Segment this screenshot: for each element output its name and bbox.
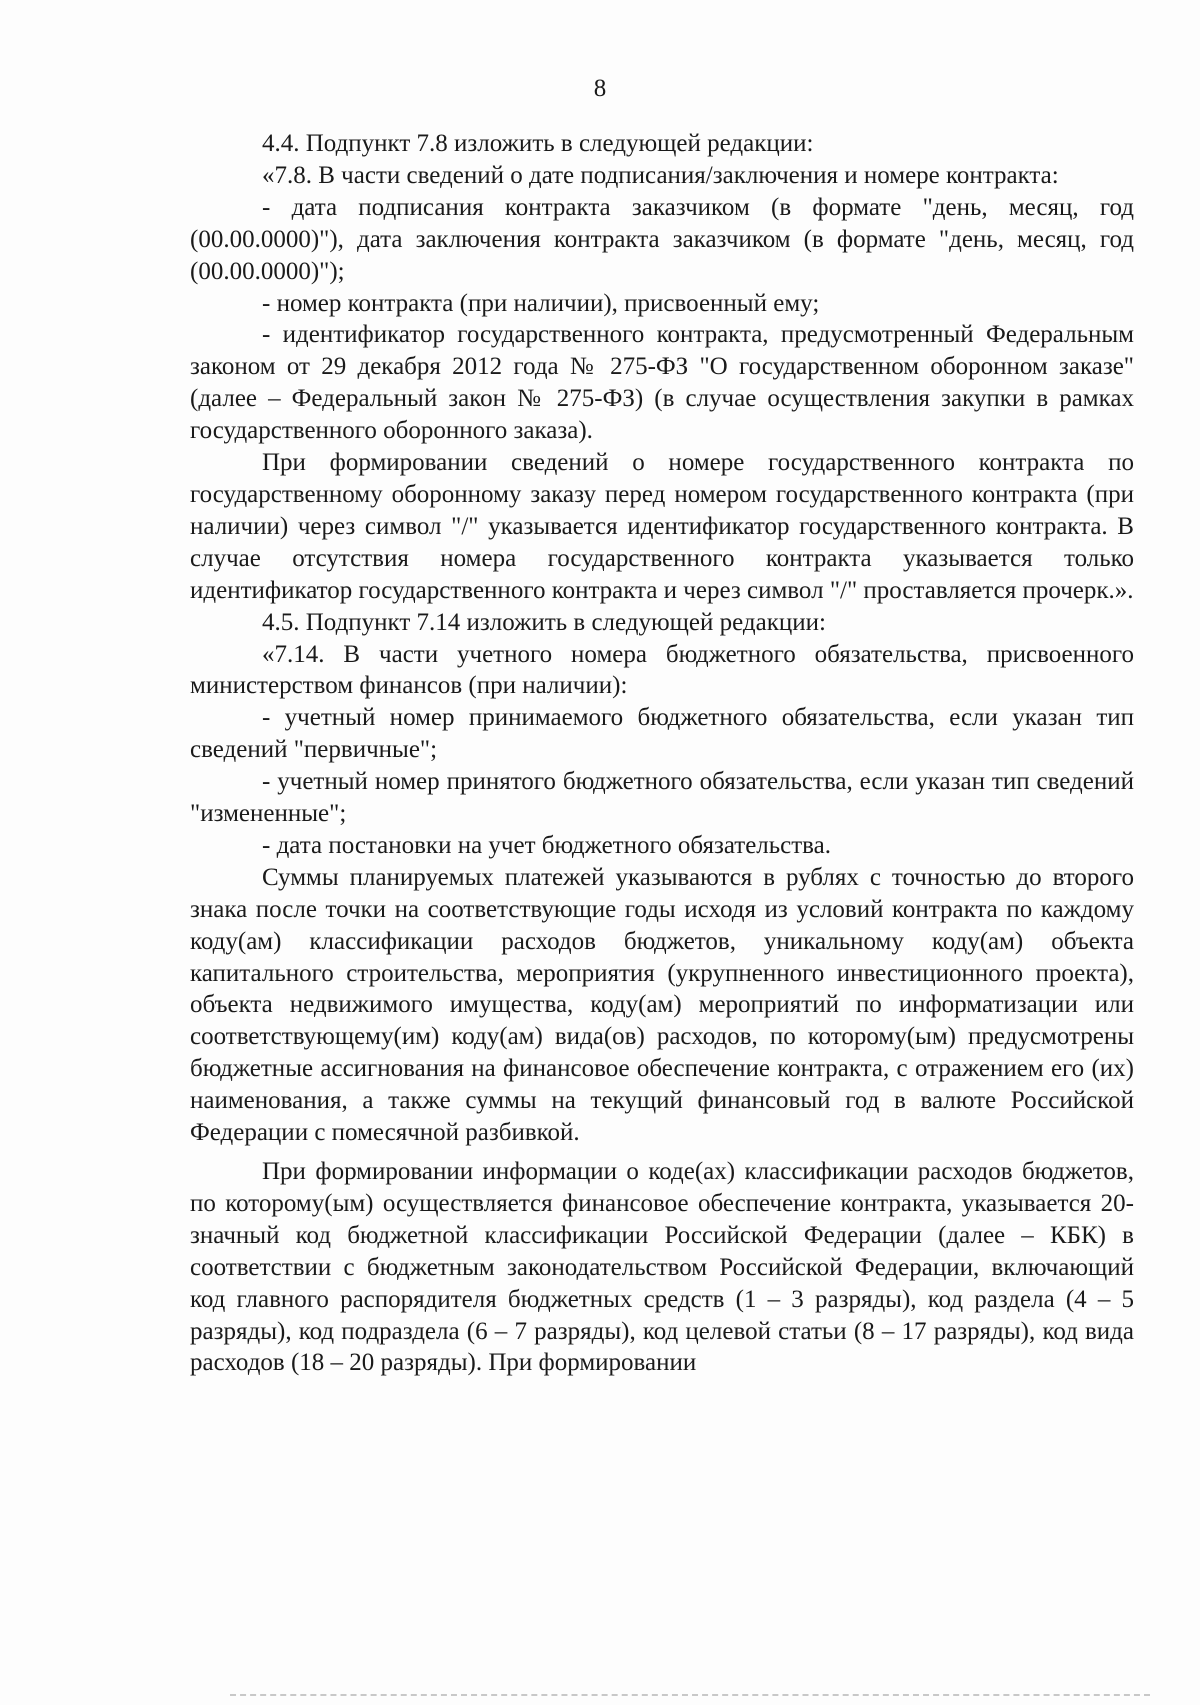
paragraph-contract-identifier: - идентификатор государственного контракта, предусмотренный Федеральным законом от 29 декабря 2012 года № 275-ФЗ "О государственном оборонном заказе" (далее – Федеральный закон № 275-ФЗ) (в случае осуществления закупки в рамках государственного оборонного заказа). [190,321,1134,445]
paragraph-contract-number: - номер контракта (при наличии), присвоенный ему; [262,289,820,317]
paragraph-primary-obligation: - учетный номер принимаемого бюджетного обязательства, если указан тип сведений "первичные"; [190,704,1134,764]
paragraph-kbk-codes: При формировании информации о коде(ах) классификации расходов бюджетов, по которому(ым) осуществляется финансовое обеспечение контракта, указывается 20-значный код бюджетной классификации Российской Федерации (далее – КБК) в соответствии с бюджетным законодательством Российской Федерации, включающий код главного распорядителя бюджетных средств (1 – 3 разряды), код раздела (4 – 5 разряды), код подраздела (6 – 7 разряды), код целевой статьи (8 – 17 разряды), код вида расходов (18 – 20 разряды). При формировании [190,1158,1134,1377]
paragraph-registration-date: - дата постановки на учет бюджетного обязательства. [262,831,832,859]
paragraph-signing-date: - дата подписания контракта заказчиком (в формате "день, месяц, год (00.00.0000)"), дата заключения контракта заказчиком (в формате "день, месяц, год (00.00.0000)"); [190,193,1134,285]
page-number: 8 [593,75,607,102]
paragraph-defense-order-number: При формировании сведений о номере государственного контракта по государственному оборонному заказу перед номером государственного контракта (при наличии) через символ "/" указывается идентификатор государственного контракта. В случае отсутствия номера государственного контракта указывается только идентификатор государственного контракта и через символ "/" проставляется прочерк.». [190,449,1134,604]
paragraph-4-5-heading: 4.5. Подпункт 7.14 изложить в следующей редакции: [262,608,826,636]
paragraph-planned-payments: Суммы планируемых платежей указываются в рублях с точностью до второго знака после точки на соответствующие годы исходя из условий контракта по каждому коду(ам) классификации расходов бюджетов, уникальному коду(ам) объекта капитального строительства, мероприятия (укрупненного инвестиционного проекта), объекта недвижимого имущества, коду(ам) мероприятий по информатизации или соответствующему(им) коду(ам) вида(ов) расходов, по которому(ым) предусмотрены бюджетные ассигнования на финансовое обеспечение контракта, с отражением его (их) наименования, а также суммы на текущий финансовый год в валюте Российской Федерации с помесячной разбивкой. [190,863,1134,1147]
paragraph-7-8-intro: «7.8. В части сведений о дате подписания/заключения и номере контракта: [262,161,1059,189]
scan-artifact-line [230,1694,1150,1696]
paragraph-4-4-heading: 4.4. Подпункт 7.8 изложить в следующей редакции: [262,130,814,157]
paragraph-changed-obligation: - учетный номер принятого бюджетного обязательства, если указан тип сведений "измененные"; [190,768,1134,828]
paragraph-7-14-intro: «7.14. В части учетного номера бюджетного обязательства, присвоенного министерством финансов (при наличии): [190,640,1134,700]
document-body [190,128,1134,1379]
